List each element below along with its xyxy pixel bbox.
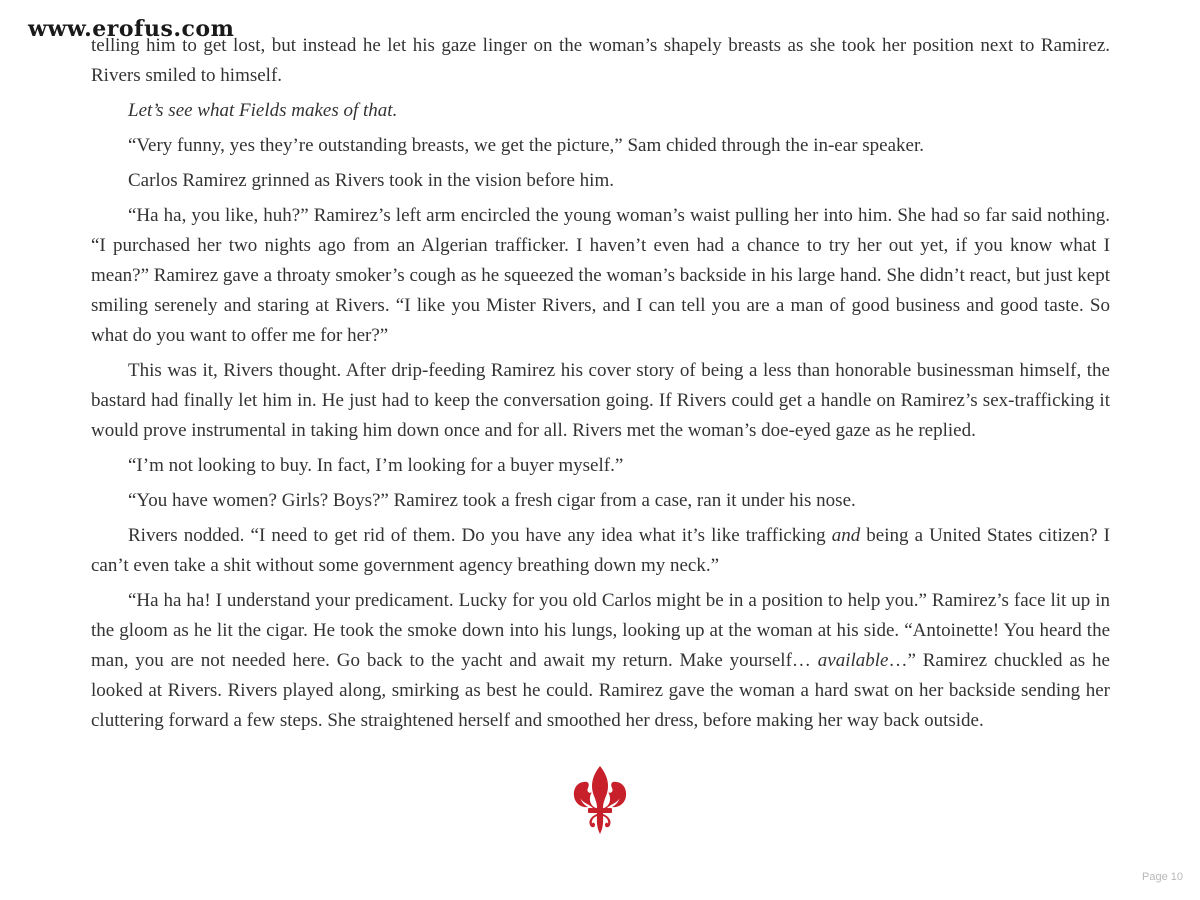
page-number: Page 10 [1142,871,1183,883]
paragraph: “Very funny, yes they’re outstanding breasts, we get the picture,” Sam chided through the in-ear speaker. [128,135,924,156]
paragraph: “Ha ha ha! I understand your predicament. Lucky for you old Carlos might be in a position to help you.” Ramirez’s face lit up in the gloom as he lit the cigar. He took the smoke down into his lungs, looking up at the woman at his side. “Antoinette! You heard the man, you are not needed here. Go back to the yacht and await my return. Make yourself… available…” Ramirez chuckled as he looked at Rivers. Rivers played along, smirking as best he could. Ramirez gave the woman a hard swat on her backside sending her cluttering forward a few steps. She straightened herself and smoothed her dress, before making her way back outside. [91,590,1110,731]
emphasis: and [831,525,861,546]
paragraph: “You have women? Girls? Boys?” Ramirez took a fresh cigar from a case, ran it under his nose. [128,490,856,511]
paragraph: Let’s see what Fields makes of that. [128,100,398,121]
paragraph: “I’m not looking to buy. In fact, I’m looking for a buyer myself.” [128,455,624,476]
emphasis: available [817,650,889,671]
paragraph: This was it, Rivers thought. After drip-feeding Ramirez his cover story of being a less than honorable businessman himself, the bastard had finally let him in. He just had to keep the conversation going. If Rivers could get a handle on Ramirez’s sex-trafficking it would prove instrumental in taking him down once and for all. Rivers met the woman’s doe-eyed gaze as he replied. [91,360,1110,441]
fleur-de-lis-icon [570,764,630,836]
paragraph: Rivers nodded. “I need to get rid of them. Do you have any idea what it’s like trafficking and being a United States citizen? I can’t even take a shit without some government agency breathing down my neck.” [91,525,1110,576]
paragraph: Carlos Ramirez grinned as Rivers took in the vision before him. [128,170,614,191]
story-text [91,31,1110,741]
paragraph: “Ha ha, you like, huh?” Ramirez’s left arm encircled the young woman’s waist pulling her into him. She had so far said nothing. “I purchased her two nights ago from an Algerian trafficker. I haven’t even had a chance to try her out yet, if you know what I mean?” Ramirez gave a throaty smoker’s cough as he squeezed the woman’s backside in his large hand. She didn’t react, but just kept smiling serenely and staring at Rivers. “I like you Mister Rivers, and I can tell you are a man of good business and good taste. So what do you want to offer me for her?” [91,205,1110,346]
watermark: www.erofus.com [28,16,235,42]
paragraph: telling him to get lost, but instead he let his gaze linger on the woman’s shapely breasts as she took her position next to Ramirez. Rivers smiled to himself. [91,35,1110,86]
